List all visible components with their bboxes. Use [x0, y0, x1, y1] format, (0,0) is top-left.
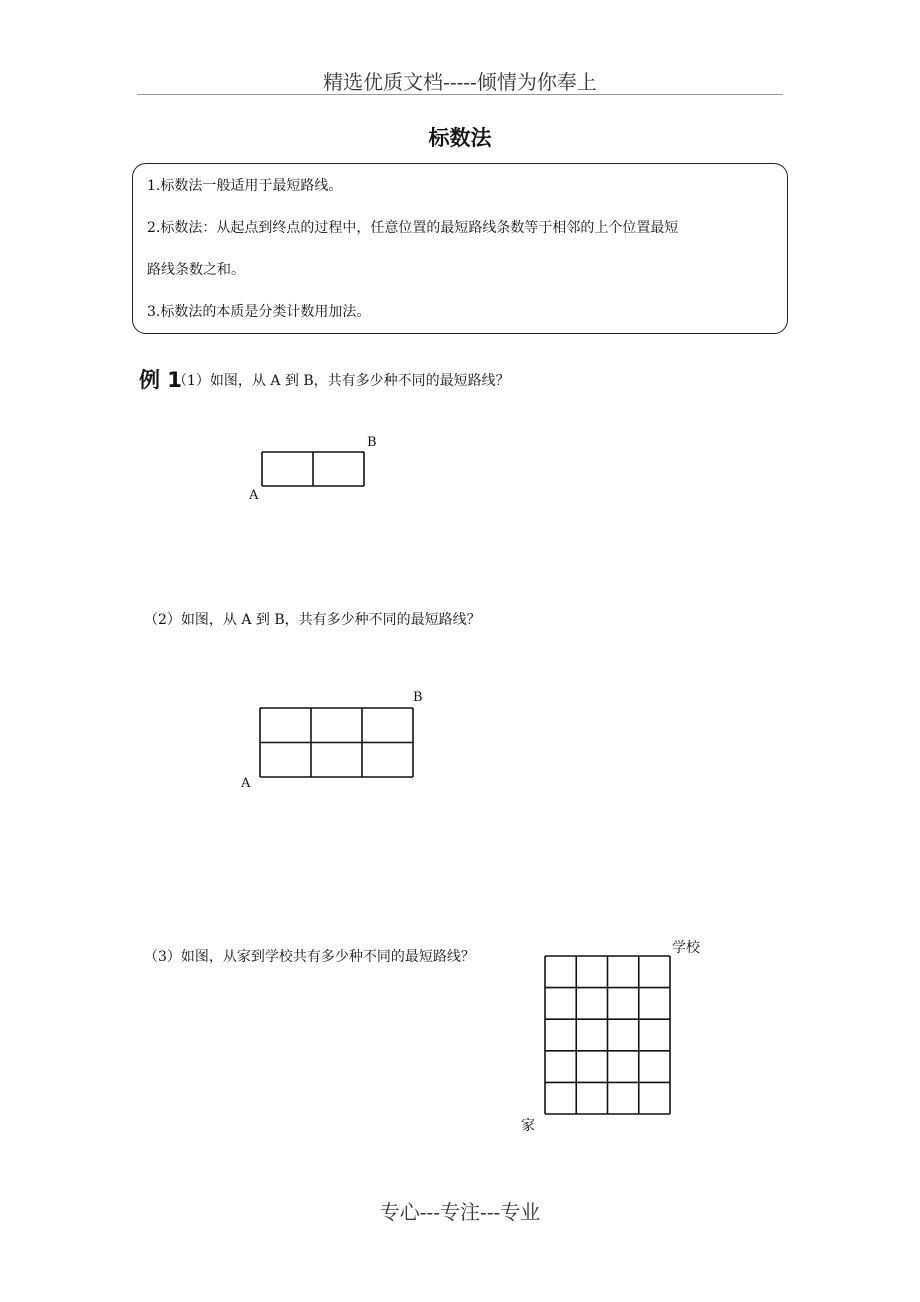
intro-line-3: 3.标数法的本质是分类计数用加法。 [147, 304, 371, 320]
grid-2-end-label: B [413, 690, 423, 705]
intro-line-1: 1.标数法一般适用于最短路线。 [147, 178, 343, 194]
question-2: （2）如图，从 A 到 B，共有多少种不同的最短路线？ [144, 612, 481, 628]
question-1: （1）如图，从 A 到 B，共有多少种不同的最短路线？ [173, 373, 510, 389]
grid-1-start-label: A [249, 488, 259, 503]
page-footer: 专心---专注---专业 [379, 1200, 541, 1224]
example-label: 例 1 [139, 368, 182, 392]
grid-2-start-label: A [241, 776, 251, 791]
grid-3-end-label: 学校 [672, 940, 700, 956]
grid-2 [260, 708, 413, 777]
page-header: 精选优质文档-----倾情为你奉上 [323, 70, 597, 94]
grid-1-end-label: B [367, 435, 377, 450]
page-title: 标数法 [428, 126, 492, 150]
intro-line-2-cont: 路线条数之和。 [147, 262, 245, 278]
intro-line-2: 2.标数法：从起点到终点的过程中，任意位置的最短路线条数等于相邻的上个位置最短 [147, 220, 679, 236]
grid-3 [545, 956, 670, 1114]
question-3: （3）如图，从家到学校共有多少种不同的最短路线？ [144, 949, 475, 965]
header-divider [137, 94, 783, 95]
grid-1 [262, 452, 364, 486]
grid-3-start-label: 家 [521, 1118, 535, 1134]
